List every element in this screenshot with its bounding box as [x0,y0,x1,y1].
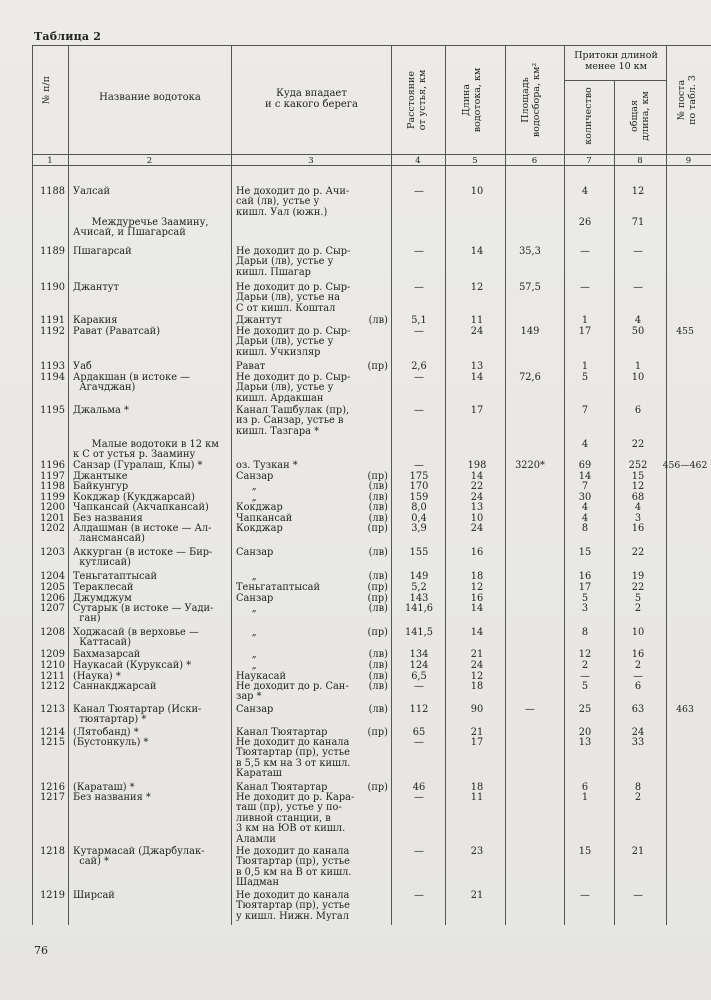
outflow-target: Рават [236,361,266,372]
watercourse-length: 24 [470,326,484,337]
watercourse-length: 17 [470,405,484,416]
tributary-count: 25 [578,704,592,715]
watercourse-name: Байкунгур [73,481,129,492]
bank-side: (лв) [368,660,388,671]
distance-from-mouth: 3,9 [411,523,427,534]
header-num: № п/п [41,76,52,104]
outflow-target: „ [236,649,257,660]
tributary-count: 69 [578,460,592,471]
row-number: 1196 [40,460,65,471]
tributary-total-length: 19 [631,571,645,582]
watercourse-length: 11 [470,792,484,803]
watercourse-name: Теньгатаптысай [73,571,158,582]
watercourse-length: 10 [470,513,484,524]
distance-from-mouth: — [414,890,424,901]
watercourse-length: 16 [470,593,484,604]
row-number: 1210 [40,660,65,671]
watercourse-name: Ходжасай (в верховье — Каттасай) [73,627,199,649]
watercourse-length: 21 [470,890,484,901]
colnum-5: 5 [472,156,478,166]
post-number: 455 [676,326,694,337]
tributary-count: 13 [578,737,592,748]
tributary-count: 3 [581,603,589,614]
tributary-total-length: 50 [631,326,645,337]
watercourse-length: 14 [470,471,484,482]
outflow-target: Санзар [236,547,274,558]
tributary-count: 4 [581,439,589,450]
watercourse-name: Без названия [73,513,143,524]
row-number: 1217 [40,792,65,803]
row-number: 1211 [40,671,65,682]
outflow-target: Не доходит до р. Кара- таш (пр), устье у по- ливной станции, в 3 км на ЮВ от кишл. Аламли [236,792,355,845]
watercourse-length: 14 [470,627,484,638]
distance-from-mouth: — [414,846,424,857]
distance-from-mouth: 2,6 [411,361,427,372]
header-len: Длина водотока, км [461,67,483,133]
tributary-total-length: 71 [631,217,645,228]
tributary-total-length: 22 [631,582,645,593]
watercourse-name: Малые водотоки в 12 км к С от устья р. Заамину [73,439,219,461]
outflow-target: Санзар [236,704,274,715]
tributary-count: — [580,282,590,293]
tributary-total-length: — [633,671,643,682]
tributary-count: 15 [578,547,592,558]
watercourse-name: Чапкансай (Акчапкансай) [73,502,209,513]
distance-from-mouth: — [414,681,424,692]
colnum-9: 9 [685,156,692,166]
outflow-target: Не доходит до р. Ачи- сай (лв), устье у кишл. Уал (южн.) [236,186,350,218]
outflow-target: Не доходит до канала Тюятартар (пр), устье у кишл. Нижн. Мугал [236,890,350,922]
header-count: количество [583,87,594,145]
row-number: 1198 [40,481,65,492]
watercourse-length: 14 [470,603,484,614]
tributary-count: 5 [581,681,589,692]
row-number: 1189 [40,246,65,257]
watercourse-name: Ардакшан (в истоке — Агачджан) [73,372,190,394]
watercourse-name: Саннакджарсай [73,681,157,692]
tributary-count: 17 [578,326,592,337]
post-number: 463 [676,704,694,715]
tributary-total-length: 2 [634,792,642,803]
row-number: 1218 [40,846,65,857]
watercourse-name: Кутармасай (Джарбулак- сай) * [73,846,205,868]
watercourse-length: 24 [470,523,484,534]
watercourse-name: Алдашман (в истоке — Ал- лансмансай) [73,523,212,545]
outflow-target: оз. Тузкан * [236,460,298,471]
watercourse-name: Наукасай (Куруксай) * [73,660,192,671]
distance-from-mouth: 149 [409,571,429,582]
distance-from-mouth: 170 [409,481,429,492]
watercourse-length: 12 [470,582,484,593]
row-number: 1190 [40,282,65,293]
tributary-total-length: 10 [631,627,645,638]
tributary-total-length: 12 [631,481,645,492]
outflow-target: Кокджар [236,502,283,513]
header-area: Площадь водосбора, км² [520,62,542,138]
tributary-total-length: 252 [628,460,648,471]
distance-from-mouth: — [414,792,424,803]
distance-from-mouth: — [414,405,424,416]
outflow-target: Канал Тюятартар [236,782,328,793]
distance-from-mouth: 0,4 [411,513,427,524]
tributary-total-length: 10 [631,372,645,383]
tributary-count: 4 [581,513,589,524]
distance-from-mouth: — [414,186,424,197]
watercourse-name: Ширсай [73,890,115,901]
watercourse-name: Пшагарсай [73,246,132,257]
watercourse-name: Уаб [73,361,92,372]
bank-side: (пр) [367,471,388,482]
distance-from-mouth: 141,6 [404,603,434,614]
tributary-total-length: 6 [634,681,642,692]
distance-from-mouth: 5,2 [411,582,427,593]
header-bottom-rule [32,154,711,155]
tributary-total-length: 22 [631,547,645,558]
watercourse-length: 24 [470,660,484,671]
outflow-target: „ [236,492,257,503]
bank-side: (лв) [368,704,388,715]
tributary-total-length: 15 [631,471,645,482]
distance-from-mouth: 5,1 [411,315,427,326]
distance-from-mouth: 8,0 [411,502,427,513]
distance-from-mouth: — [414,282,424,293]
row-number: 1216 [40,782,65,793]
outflow-target: Джантут [236,315,282,326]
outflow-target: Наукасай [236,671,286,682]
outflow-target: Санзар [236,471,274,482]
watercourse-name: Кокджар (Кукджарсай) [73,492,196,503]
watercourse-name: Тераклесай [73,582,134,593]
row-number: 1201 [40,513,65,524]
header-name: Название водотока [99,92,201,103]
row-number: 1209 [40,649,65,660]
tributary-count: — [580,671,590,682]
row-number: 1213 [40,704,65,715]
watercourse-length: 18 [470,681,484,692]
col-line-4 [445,45,446,925]
watercourse-name: Без названия * [73,792,151,803]
tributary-count: 5 [581,372,589,383]
row-number: 1194 [40,372,65,383]
row-number: 1203 [40,547,65,558]
outflow-target: Не доходит до р. Сыр- Дарьи (лв), устье на С от кишл. Коштал [236,282,351,314]
tributary-count: 20 [578,727,592,738]
colnum-4: 4 [415,156,421,166]
tributary-count: 7 [581,481,589,492]
row-number: 1199 [40,492,65,503]
row-number: 1191 [40,315,65,326]
outflow-target: Не доходит до р. Сыр- Дарьи (лв), устье у кишл. Учкизляр [236,326,351,358]
distance-from-mouth: 124 [409,660,429,671]
tributary-count: 4 [581,502,589,513]
outflow-target: Не доходит до р. Сан- зар * [236,681,349,703]
bank-side: (пр) [367,627,388,638]
tributary-count: 15 [578,846,592,857]
tributary-total-length: 68 [631,492,645,503]
bank-side: (лв) [368,315,388,326]
page-number: 76 [34,944,48,957]
watercourse-length: 21 [470,727,484,738]
watercourse-length: 13 [470,502,484,513]
header-dist: Расстояние от устья, км [406,69,428,131]
tributary-total-length: 3 [634,513,642,524]
col-line-2 [231,45,232,925]
tributary-count: 2 [581,660,589,671]
watercourse-name: Рават (Раватсай) [73,326,161,337]
watercourse-length: 18 [470,782,484,793]
watercourse-length: 24 [470,492,484,503]
catchment-area: — [525,704,535,715]
distance-from-mouth: 159 [409,492,429,503]
tributary-total-length: — [633,282,643,293]
tributary-total-length: 1 [634,361,642,372]
tributary-total-length: 33 [631,737,645,748]
watercourse-length: 12 [470,282,484,293]
tributaries-sub-rule [564,80,667,81]
catchment-area: 72,6 [519,372,541,383]
bank-side: (пр) [367,727,388,738]
tributary-total-length: 16 [631,649,645,660]
post-number: 456—462 [662,460,708,471]
tributary-total-length: — [633,246,643,257]
tributary-total-length: 4 [634,502,642,513]
watercourse-name: Аккурган (в истоке — Бир- кутлисай) [73,547,213,569]
distance-from-mouth: 6,5 [411,671,427,682]
table-top-rule [32,45,711,46]
watercourse-name: Каракия [73,315,118,326]
catchment-area: 3220* [515,460,545,471]
bank-side: (лв) [368,603,388,614]
bank-side: (пр) [367,361,388,372]
outflow-target: Не доходит до р. Сыр- Дарьи (лв), устье у кишл. Пшагар [236,246,351,278]
outflow-target: Не доходит до р. Сыр- Дарьи (лв), устье у кишл. Ардакшан [236,372,351,404]
tributary-count: 14 [578,471,592,482]
tributary-total-length: 21 [631,846,645,857]
tributary-total-length: 6 [634,405,642,416]
tributary-total-length: 2 [634,660,642,671]
outflow-target: „ [236,603,257,614]
watercourse-length: 18 [470,571,484,582]
tributary-count: 30 [578,492,592,503]
watercourse-name: Сутарык (в истоке — Уади- ган) [73,603,214,625]
outflow-target: „ [236,481,257,492]
distance-from-mouth: 155 [409,547,429,558]
distance-from-mouth: 175 [409,471,429,482]
outflow-target: „ [236,571,257,582]
header-total-len: общая длина, км [629,91,651,141]
watercourse-length: 17 [470,737,484,748]
outflow-target: Санзар [236,593,274,604]
tributary-total-length: — [633,890,643,901]
col-line-1 [68,45,69,925]
row-number: 1214 [40,727,65,738]
header-tributaries: Притоки длиной менее 10 км [574,50,658,72]
watercourse-length: 16 [470,547,484,558]
tributary-count: 8 [581,523,589,534]
tributary-total-length: 63 [631,704,645,715]
tributary-count: 8 [581,627,589,638]
watercourse-name: Джальма * [73,405,129,416]
outflow-target: Канал Ташбулак (пр), из р. Санзар, устье в кишл. Тазгара * [236,405,350,437]
tributary-count: 1 [581,315,589,326]
tributary-total-length: 8 [634,782,642,793]
bank-side: (лв) [368,547,388,558]
watercourse-name: (Караташ) * [73,782,135,793]
row-number: 1193 [40,361,65,372]
tributary-count: 4 [581,186,589,197]
colnum-3: 3 [308,156,314,166]
tributary-count: — [580,246,590,257]
tributary-count: 16 [578,571,592,582]
row-number: 1206 [40,593,65,604]
outflow-target: Теньгатаптысай [236,582,321,593]
row-number: 1200 [40,502,65,513]
row-number: 1212 [40,681,65,692]
row-number: 1197 [40,471,65,482]
bank-side: (лв) [368,571,388,582]
watercourse-name: Канал Тюятартар (Иски- тюятартар) * [73,704,202,726]
colnum-6: 6 [531,156,538,166]
watercourse-name: Джантыке [73,471,128,482]
row-number: 1205 [40,582,65,593]
distance-from-mouth: 46 [412,782,426,793]
watercourse-name: (Бустонкуль) * [73,737,149,748]
watercourse-length: 14 [470,372,484,383]
distance-from-mouth: — [414,326,424,337]
watercourse-length: 14 [470,246,484,257]
tributary-count: 6 [581,782,589,793]
watercourse-name: Уалсай [73,186,111,197]
table-caption: Таблица 2 [34,30,102,43]
distance-from-mouth: — [414,246,424,257]
bank-side: (пр) [367,593,388,604]
bank-side: (пр) [367,582,388,593]
distance-from-mouth: 112 [409,704,429,715]
row-number: 1188 [40,186,65,197]
row-number: 1208 [40,627,65,638]
tributary-count: 12 [578,649,592,660]
tributary-total-length: 24 [631,727,645,738]
tributary-count: 17 [578,582,592,593]
colnum-2: 2 [146,156,153,166]
tributary-count: 5 [581,593,589,604]
bank-side: (лв) [368,671,388,682]
row-number: 1204 [40,571,65,582]
watercourse-length: 90 [470,704,484,715]
colnum-1: 1 [47,156,53,166]
outflow-target: Кокджар [236,523,283,534]
header-where: Куда впадает и с какого берега [264,88,358,110]
distance-from-mouth: — [414,460,424,471]
catchment-area: 149 [520,326,540,337]
bank-side: (лв) [368,513,388,524]
row-number: 1207 [40,603,65,614]
row-number: 1192 [40,326,65,337]
watercourse-length: 198 [467,460,487,471]
outflow-target: Канал Тюятартар [236,727,328,738]
row-number: 1195 [40,405,65,416]
watercourse-length: 21 [470,649,484,660]
watercourse-name: Санзар (Гуралаш, Клы) * [73,460,203,471]
bank-side: (пр) [367,782,388,793]
distance-from-mouth: 134 [409,649,429,660]
tributary-total-length: 5 [634,593,642,604]
catchment-area: 35,3 [519,246,541,257]
watercourse-name: (Наука) * [73,671,121,682]
tributary-total-length: 22 [631,439,645,450]
tributary-total-length: 16 [631,523,645,534]
distance-from-mouth: — [414,372,424,383]
distance-from-mouth: 65 [412,727,426,738]
bank-side: (лв) [368,502,388,513]
watercourse-name: Междуречье Заамину, Ачисай, и Пшагарсай [73,217,209,239]
tributary-count: 7 [581,405,589,416]
tributary-count: — [580,890,590,901]
row-number: 1219 [40,890,65,901]
watercourse-name: Джумджум [73,593,132,604]
tributary-total-length: 2 [634,603,642,614]
watercourse-length: 11 [470,315,484,326]
outflow-target: Не доходит до канала Тюятартар (пр), устье в 5,5 км на З от кишл. Караташ [236,737,351,780]
colnum-8: 8 [637,156,643,166]
tributary-count: 1 [581,792,589,803]
watercourse-length: 23 [470,846,484,857]
tributary-count: 1 [581,361,589,372]
distance-from-mouth: 141,5 [404,627,434,638]
watercourse-length: 12 [470,671,484,682]
outflow-target: Чапкансай [236,513,293,524]
row-number: 1202 [40,523,65,534]
distance-from-mouth: 143 [409,593,429,604]
distance-from-mouth: — [414,737,424,748]
watercourse-name: Джантут [73,282,119,293]
watercourse-name: Бахмазарсай [73,649,141,660]
bank-side: (лв) [368,681,388,692]
watercourse-length: 10 [470,186,484,197]
watercourse-length: 13 [470,361,484,372]
outflow-target: Не доходит до канала Тюятартар (пр), устье в 0,5 км на В от кишл. Шадман [236,846,352,889]
col-line-3 [391,45,392,925]
watercourse-name: (Лятобанд) * [73,727,139,738]
bank-side: (лв) [368,649,388,660]
tributary-total-length: 12 [631,186,645,197]
catchment-area: 57,5 [519,282,541,293]
watercourse-length: 22 [470,481,484,492]
outflow-target: „ [236,660,257,671]
header-post: № поста по табл. 3 [676,75,698,125]
bank-side: (лв) [368,492,388,503]
colnum-7: 7 [586,156,592,166]
outflow-target: „ [236,627,257,638]
tributary-total-length: 4 [634,315,642,326]
bank-side: (пр) [367,523,388,534]
tributary-count: 26 [578,217,592,228]
bank-side: (лв) [368,481,388,492]
row-number: 1215 [40,737,65,748]
